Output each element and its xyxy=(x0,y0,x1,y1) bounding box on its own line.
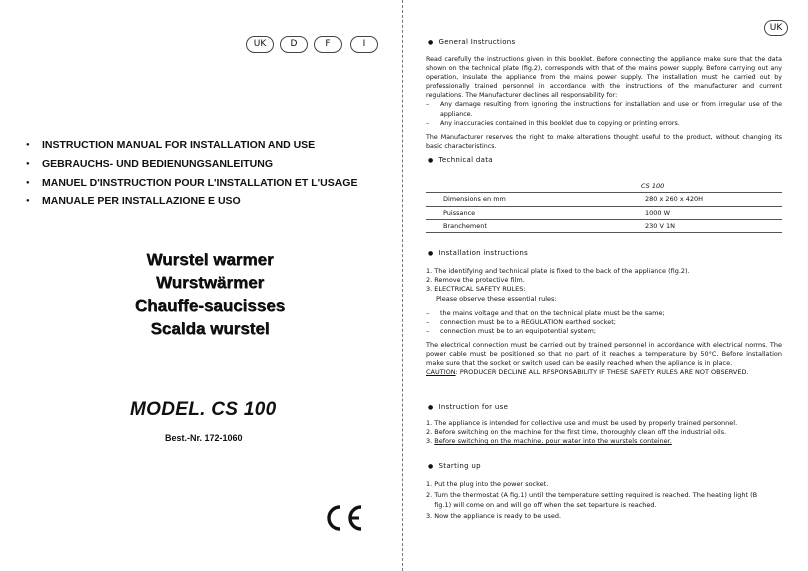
technical-data-heading: ● Technical data xyxy=(428,156,493,164)
table-row xyxy=(426,219,782,232)
general-reserve: The Manufacturer reserves the right to make alterations thought useful to the product, without changing its basic characteristincs. xyxy=(426,133,782,150)
use-item-3 xyxy=(426,437,782,446)
startup-item: 2. Turn the thermostat (A fig.1) until the temperature setting required is reached. The heating light (B xyxy=(426,490,758,499)
startup-item: fig.1) will come on and will go off when the set teparture is reached. xyxy=(426,501,657,509)
installation-text xyxy=(426,267,782,377)
safety-rule: – the mains voltage and that on the technical plate must be the same; xyxy=(426,309,782,318)
manual-title-fr: ● MANUEL D'INSTRUCTION POUR L'INSTALLATION ET L'USAGE xyxy=(26,174,357,193)
installation-heading: ● Installation instructions xyxy=(428,249,528,257)
instruction-for-use-heading: ● Instruction for use xyxy=(428,403,508,411)
language-badge-d: D xyxy=(280,36,308,53)
use-item-3-text: Before switching on the machine, pour water into the wurstels conteiner. xyxy=(434,437,672,446)
installation-step: Please observe these essential rules: xyxy=(436,294,557,303)
use-item: 2. Before switching on the machine for the first time, thoroughly clean off the industrial oils. xyxy=(426,428,727,437)
general-instructions-heading: ● General Instructions xyxy=(428,38,515,46)
use-item-3-number: 3. xyxy=(426,437,435,446)
technical-model-header: CS 100 xyxy=(641,182,665,191)
manual-title-en: ● INSTRUCTION MANUAL FOR INSTALLATION AND USE xyxy=(26,136,357,155)
language-badge-uk: UK xyxy=(246,36,274,53)
installation-step: 2. Remove the protective film. xyxy=(426,276,525,285)
language-badge-f: F xyxy=(314,36,342,53)
technical-value: 1000 W xyxy=(641,206,782,219)
general-item-1: – Any damage resulting from ignoring the instructions for installation and use or from irregular use of the appliance. xyxy=(426,100,782,118)
product-name-fr: Chauffe-saucisses xyxy=(134,296,286,315)
safety-rule: – connection must be to a REGULATION earthed socket; xyxy=(426,318,782,327)
ce-mark-icon xyxy=(323,503,365,533)
safety-rule: – connection must be to an equipotential system; xyxy=(426,327,782,336)
page-fold-divider xyxy=(402,0,403,571)
caution-line xyxy=(426,368,782,377)
manual-title-de: ● GEBRAUCHS- UND BEDIENUNGSANLEITUNG xyxy=(26,155,357,174)
left-page xyxy=(0,0,402,571)
general-intro: Read carefully the instructions given in this booklet. Before connecting the appliance make sure that the data shown on the technical plate (fig.2), corresponds with that of the mains power supply. Before carrying out any operation, insulate the appliance from the mains power supply. The installation must he carried out by professionally trained personnel in accordance with the instructions of the manufacturer and current regulations. The Manufacturer declines all responsability for: xyxy=(426,56,782,100)
technical-label: Dimensions en mm xyxy=(426,193,641,206)
electrical-note: The electrical connection must be carried out by trained personnel in accordance with electrical norms. The power cable must be positioned so that no part of it reaches a temperature by 50°C. Before installation make sure that the socket or switch used can be easily reached when the apliance is in place. xyxy=(426,341,782,367)
installation-step: 1. The identifying and technical plate is fixed to the back of the appliance (fig.2). xyxy=(426,267,690,275)
table-row xyxy=(426,206,782,219)
product-name-en: Wurstel warmer xyxy=(146,250,274,269)
starting-up-heading: ● Starting up xyxy=(428,462,481,470)
technical-value: 280 x 260 x 420H xyxy=(641,193,782,206)
technical-value: 230 V 1N xyxy=(641,219,782,232)
general-instructions-text xyxy=(426,55,782,151)
product-name-de: Wurstwärmer xyxy=(155,273,265,292)
language-badge-uk-right: UK xyxy=(764,20,788,36)
model-title: MODEL. CS 100 xyxy=(130,399,277,420)
product-name-it: Scalda wurstel xyxy=(150,319,270,338)
caution-text: : PRODUCER DECLINE ALL RFSPONSABILITY IF THESE SAFETY RULES ARE NOT OBSERVED. xyxy=(455,367,749,376)
technical-data-table xyxy=(426,180,782,233)
general-item-2: – Any inaccuracies contained in this booklet due to copying or printing errors. xyxy=(426,119,782,128)
startup-item: 1. Put the plug into the power socket. xyxy=(426,480,549,488)
instruction-for-use-list xyxy=(426,419,782,447)
order-number: Best.-Nr. 172-1060 xyxy=(165,433,243,443)
table-row xyxy=(426,193,782,206)
product-name-block xyxy=(110,248,310,340)
use-item: 1. The appliance is intended for collective use and must be used by properly trained personnel. xyxy=(426,419,738,427)
startup-item: 3. Now the appliance is ready to be used. xyxy=(426,511,562,520)
caution-label: CAUTION xyxy=(426,367,456,376)
manual-title-list xyxy=(26,136,357,211)
manual-title-it: ● MANUALE PER INSTALLAZIONE E USO xyxy=(26,192,357,211)
language-badge-i: I xyxy=(350,36,378,53)
technical-label: Puissance xyxy=(426,206,641,219)
installation-step: 3. ELECTRICAL SAFETY RULES: xyxy=(426,285,526,294)
technical-label: Branchement xyxy=(426,219,641,232)
starting-up-list xyxy=(426,479,782,521)
